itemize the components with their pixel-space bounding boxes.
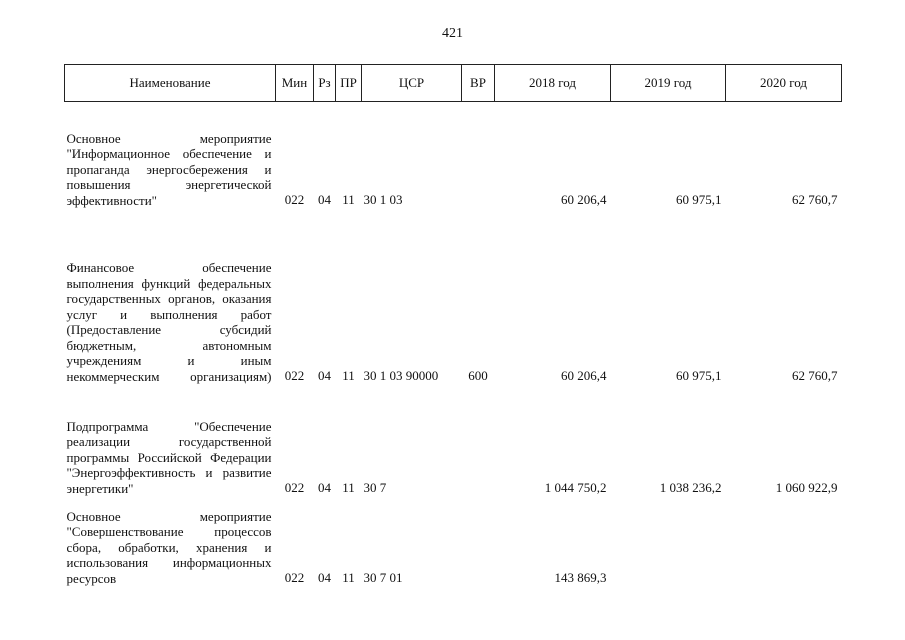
row-name: Финансовое обеспечение выполнения функций федеральных государственных органов, оказания услуг и выполнения работ (Предоставление субсидий бюджетным, автономным учреждениям и иным некоммерческим организациям) — [66, 260, 272, 384]
row-2018: 60 206,4 — [561, 368, 607, 383]
header-name: Наименование — [65, 65, 276, 102]
row-2019 — [611, 506, 726, 588]
row-csr: 30 1 03 — [363, 192, 403, 207]
header-pr: ПР — [336, 65, 362, 102]
row-min: 022 — [284, 480, 305, 495]
row-rz: 04 — [318, 192, 331, 207]
table-row — [65, 506, 842, 588]
header-vr: ВР — [462, 65, 495, 102]
row-2018: 143 869,3 — [554, 570, 607, 585]
budget-table — [64, 64, 842, 588]
row-2018: 60 206,4 — [561, 192, 607, 207]
header-2018: 2018 год — [495, 65, 611, 102]
row-rz: 04 — [318, 368, 331, 383]
row-2019: 1 038 236,2 — [659, 480, 722, 495]
row-min: 022 — [284, 368, 305, 383]
row-rz: 04 — [318, 480, 331, 495]
header-csr: ЦСР — [362, 65, 462, 102]
row-min: 022 — [284, 192, 305, 207]
row-name: Подпрограмма "Обеспечение реализации государственной программы Российской Федерации "Энергоэффективность и развитие энергетики" — [66, 418, 272, 496]
row-2020: 62 760,7 — [792, 192, 838, 207]
table-header-row — [65, 65, 842, 102]
row-pr: 11 — [342, 192, 355, 207]
header-2020: 2020 год — [726, 65, 842, 102]
row-pr: 11 — [342, 570, 355, 585]
table-row — [65, 394, 842, 498]
row-min: 022 — [284, 570, 305, 585]
row-rz: 04 — [318, 570, 331, 585]
row-2020: 62 760,7 — [792, 368, 838, 383]
row-vr — [462, 394, 495, 498]
table-row — [65, 218, 842, 386]
header-2019: 2019 год — [611, 65, 726, 102]
row-vr — [462, 506, 495, 588]
row-name: Основное мероприятие "Информационное обеспечение и пропаганда энергосбережения и повышения энергетической эффективности" — [66, 130, 272, 208]
row-2018: 1 044 750,2 — [544, 480, 607, 495]
row-2019: 60 975,1 — [676, 368, 722, 383]
row-csr: 30 7 — [363, 480, 387, 495]
row-name: Основное мероприятие "Совершенствование процессов сбора, обработки, хранения и использования информационных ресурсов — [66, 508, 272, 586]
row-vr: 600 — [468, 368, 488, 383]
row-pr: 11 — [342, 480, 355, 495]
row-vr — [462, 110, 495, 210]
header-min: Мин — [276, 65, 314, 102]
row-2020: 1 060 922,9 — [775, 480, 838, 495]
table-row — [65, 110, 842, 210]
row-csr: 30 1 03 90000 — [363, 368, 439, 383]
row-2019: 60 975,1 — [676, 192, 722, 207]
row-2020 — [726, 506, 842, 588]
page-number: 421 — [442, 26, 463, 41]
row-pr: 11 — [342, 368, 355, 383]
header-rz: Рз — [314, 65, 336, 102]
row-csr: 30 7 01 — [363, 570, 403, 585]
